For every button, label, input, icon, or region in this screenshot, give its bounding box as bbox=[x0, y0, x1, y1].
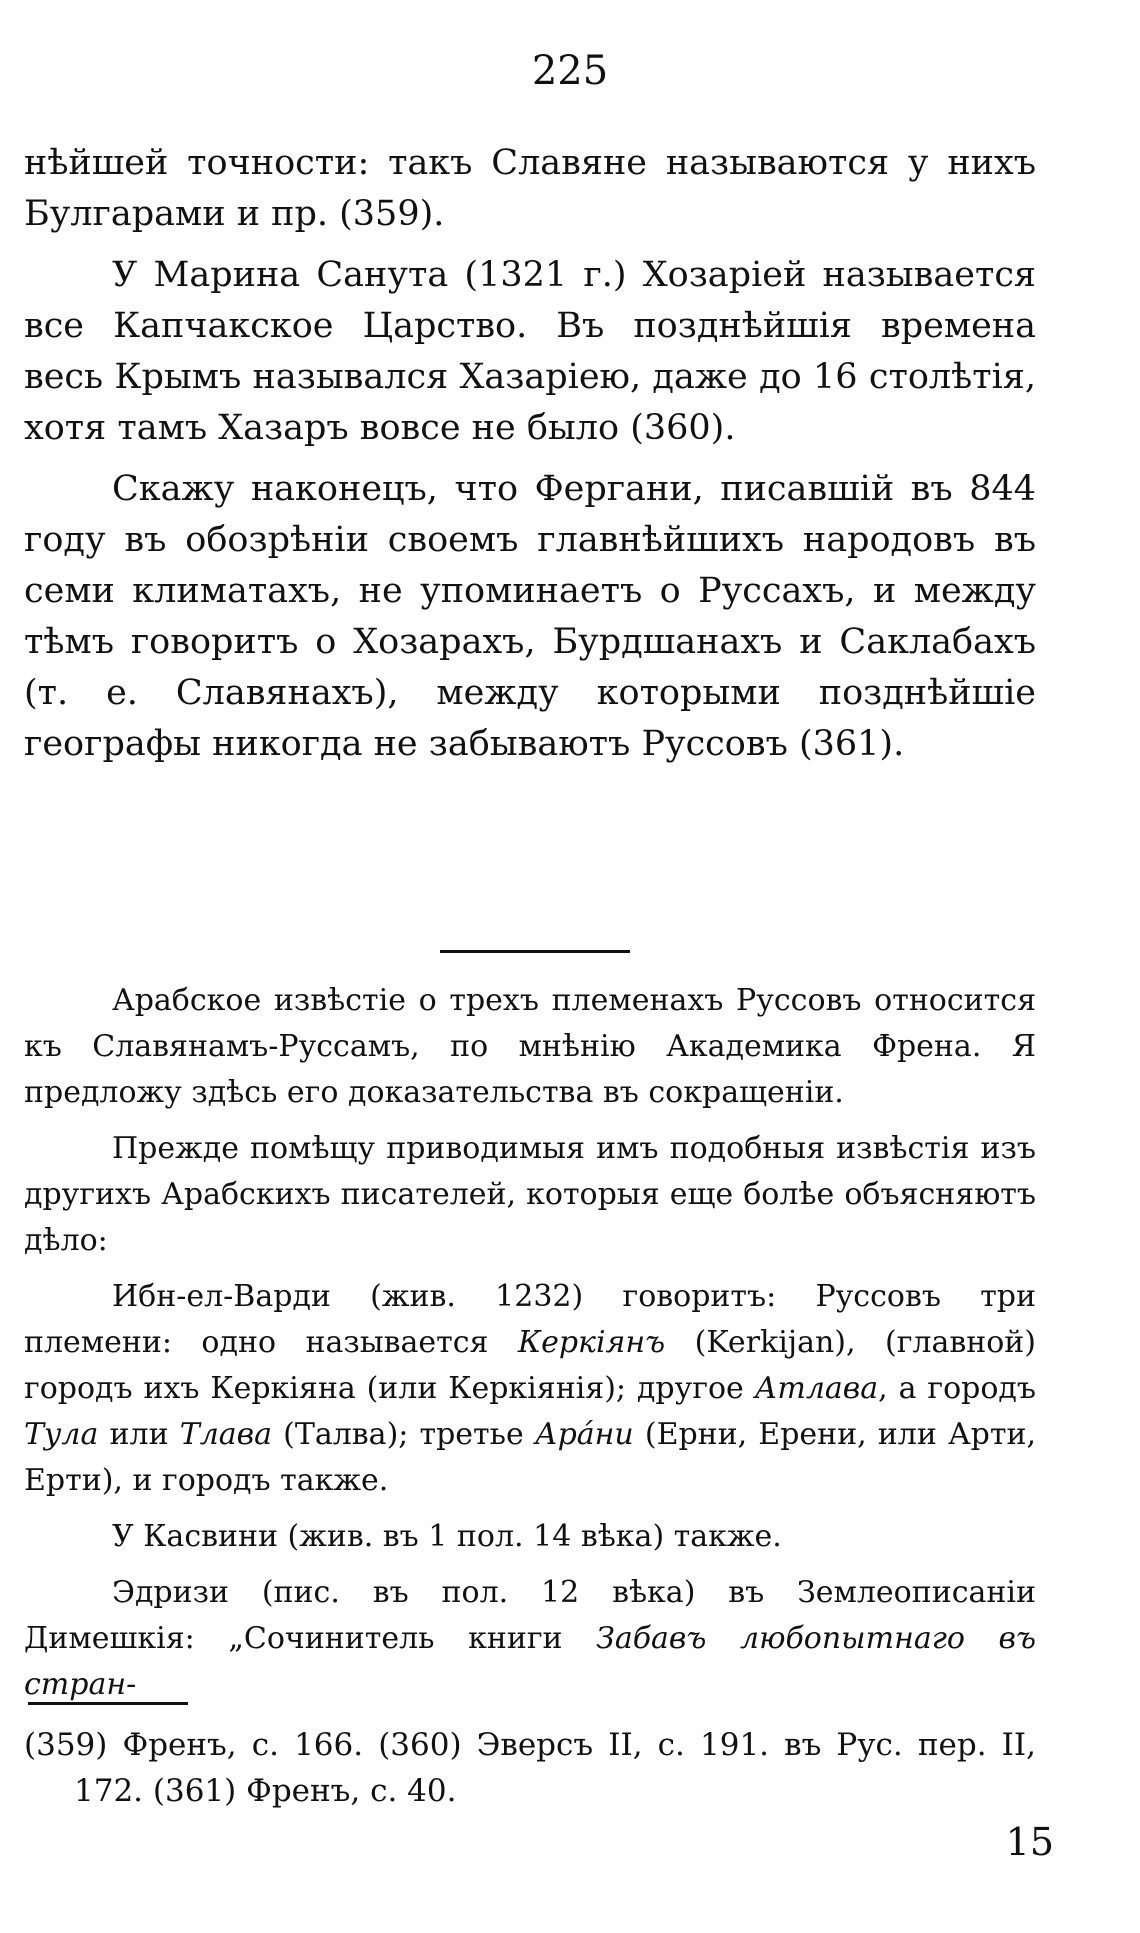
footnote-text: (359) Френъ, с. 166. (360) Эверсъ II, с. 191. въ Рус. пер. II, 172. (361) Френъ, с. 40. bbox=[24, 1727, 1036, 1809]
small-paragraph-1: Арабское извѣстіе о трехъ племенахъ Руссовъ относится къ Славянамъ-Руссамъ, по мнѣнію Академика Френа. Я предложу здѣсь его доказательства въ сокращеніи. bbox=[24, 983, 1036, 1110]
signature-mark: 15 bbox=[1005, 1820, 1054, 1864]
text-run: Эдризи (пис. въ пол. 12 вѣка) въ Землеописаніи Димешкія: „Сочинитель книги bbox=[24, 1575, 1036, 1656]
small-paragraph-5 bbox=[24, 1570, 1036, 1708]
small-paragraph-3 bbox=[24, 1274, 1036, 1504]
paragraph-1: нѣйшей точности: такъ Славяне называются у нихъ Булгарами и пр. (359). bbox=[24, 143, 1036, 234]
italic-name: Арáни bbox=[534, 1417, 634, 1452]
text-run: , а городъ bbox=[878, 1371, 1036, 1406]
italic-name: Тула bbox=[24, 1417, 99, 1452]
paragraph-2: У Марина Санута (1321 г.) Хозаріей называется все Капчакское Царство. Въ позднѣйшія времена весь Крымъ назывался Хазаріею, даже до 16 столѣтія, хотя тамъ Хазаръ вовсе не было (360). bbox=[24, 255, 1036, 448]
italic-name: Керкіянъ bbox=[517, 1325, 666, 1360]
small-print-section bbox=[24, 978, 1036, 1718]
italic-title: Забавъ любопытнаго въ стран- bbox=[24, 1621, 1036, 1702]
footnotes bbox=[24, 1722, 1036, 1824]
footnote-divider bbox=[28, 1702, 188, 1705]
section-divider bbox=[440, 950, 630, 953]
main-text bbox=[24, 138, 1036, 780]
page-number: 225 bbox=[531, 48, 609, 94]
italic-name: Атлава bbox=[754, 1371, 879, 1406]
small-paragraph-4: У Касвини (жив. въ 1 пол. 14 вѣка) также. bbox=[112, 1519, 782, 1554]
text-run: (Kerkijan), (главной) городъ ихъ Керкіяна (или Керкіянія); другое bbox=[24, 1325, 1036, 1406]
text-run: или bbox=[98, 1417, 180, 1452]
italic-name: Тлава bbox=[179, 1417, 273, 1452]
paragraph-3: Скажу наконецъ, что Фергани, писавшій въ 844 году въ обозрѣніи своемъ главнѣйшихъ народовъ въ семи климатахъ, не упоминаетъ о Руссахъ, и между тѣмъ говоритъ о Хозарахъ, Бурдшанахъ и Саклабахъ (т. е. Славянахъ), между которыми позднѣйшіе географы никогда не забываютъ Руссовъ (361). bbox=[24, 469, 1036, 764]
text-run: (Ерни, Ерени, или Арти, Ерти), и городъ также. bbox=[24, 1417, 1037, 1498]
text-run: Ибн-ел-Варди (жив. 1232) говоритъ: Руссовъ три племени: одно называется bbox=[24, 1279, 1036, 1360]
small-paragraph-2: Прежде помѣщу приводимыя имъ подобныя извѣстія изъ другихъ Арабскихъ писателей, которыя еще болѣе объясняютъ дѣло: bbox=[24, 1131, 1036, 1258]
text-run: (Талва); третье bbox=[272, 1417, 535, 1452]
